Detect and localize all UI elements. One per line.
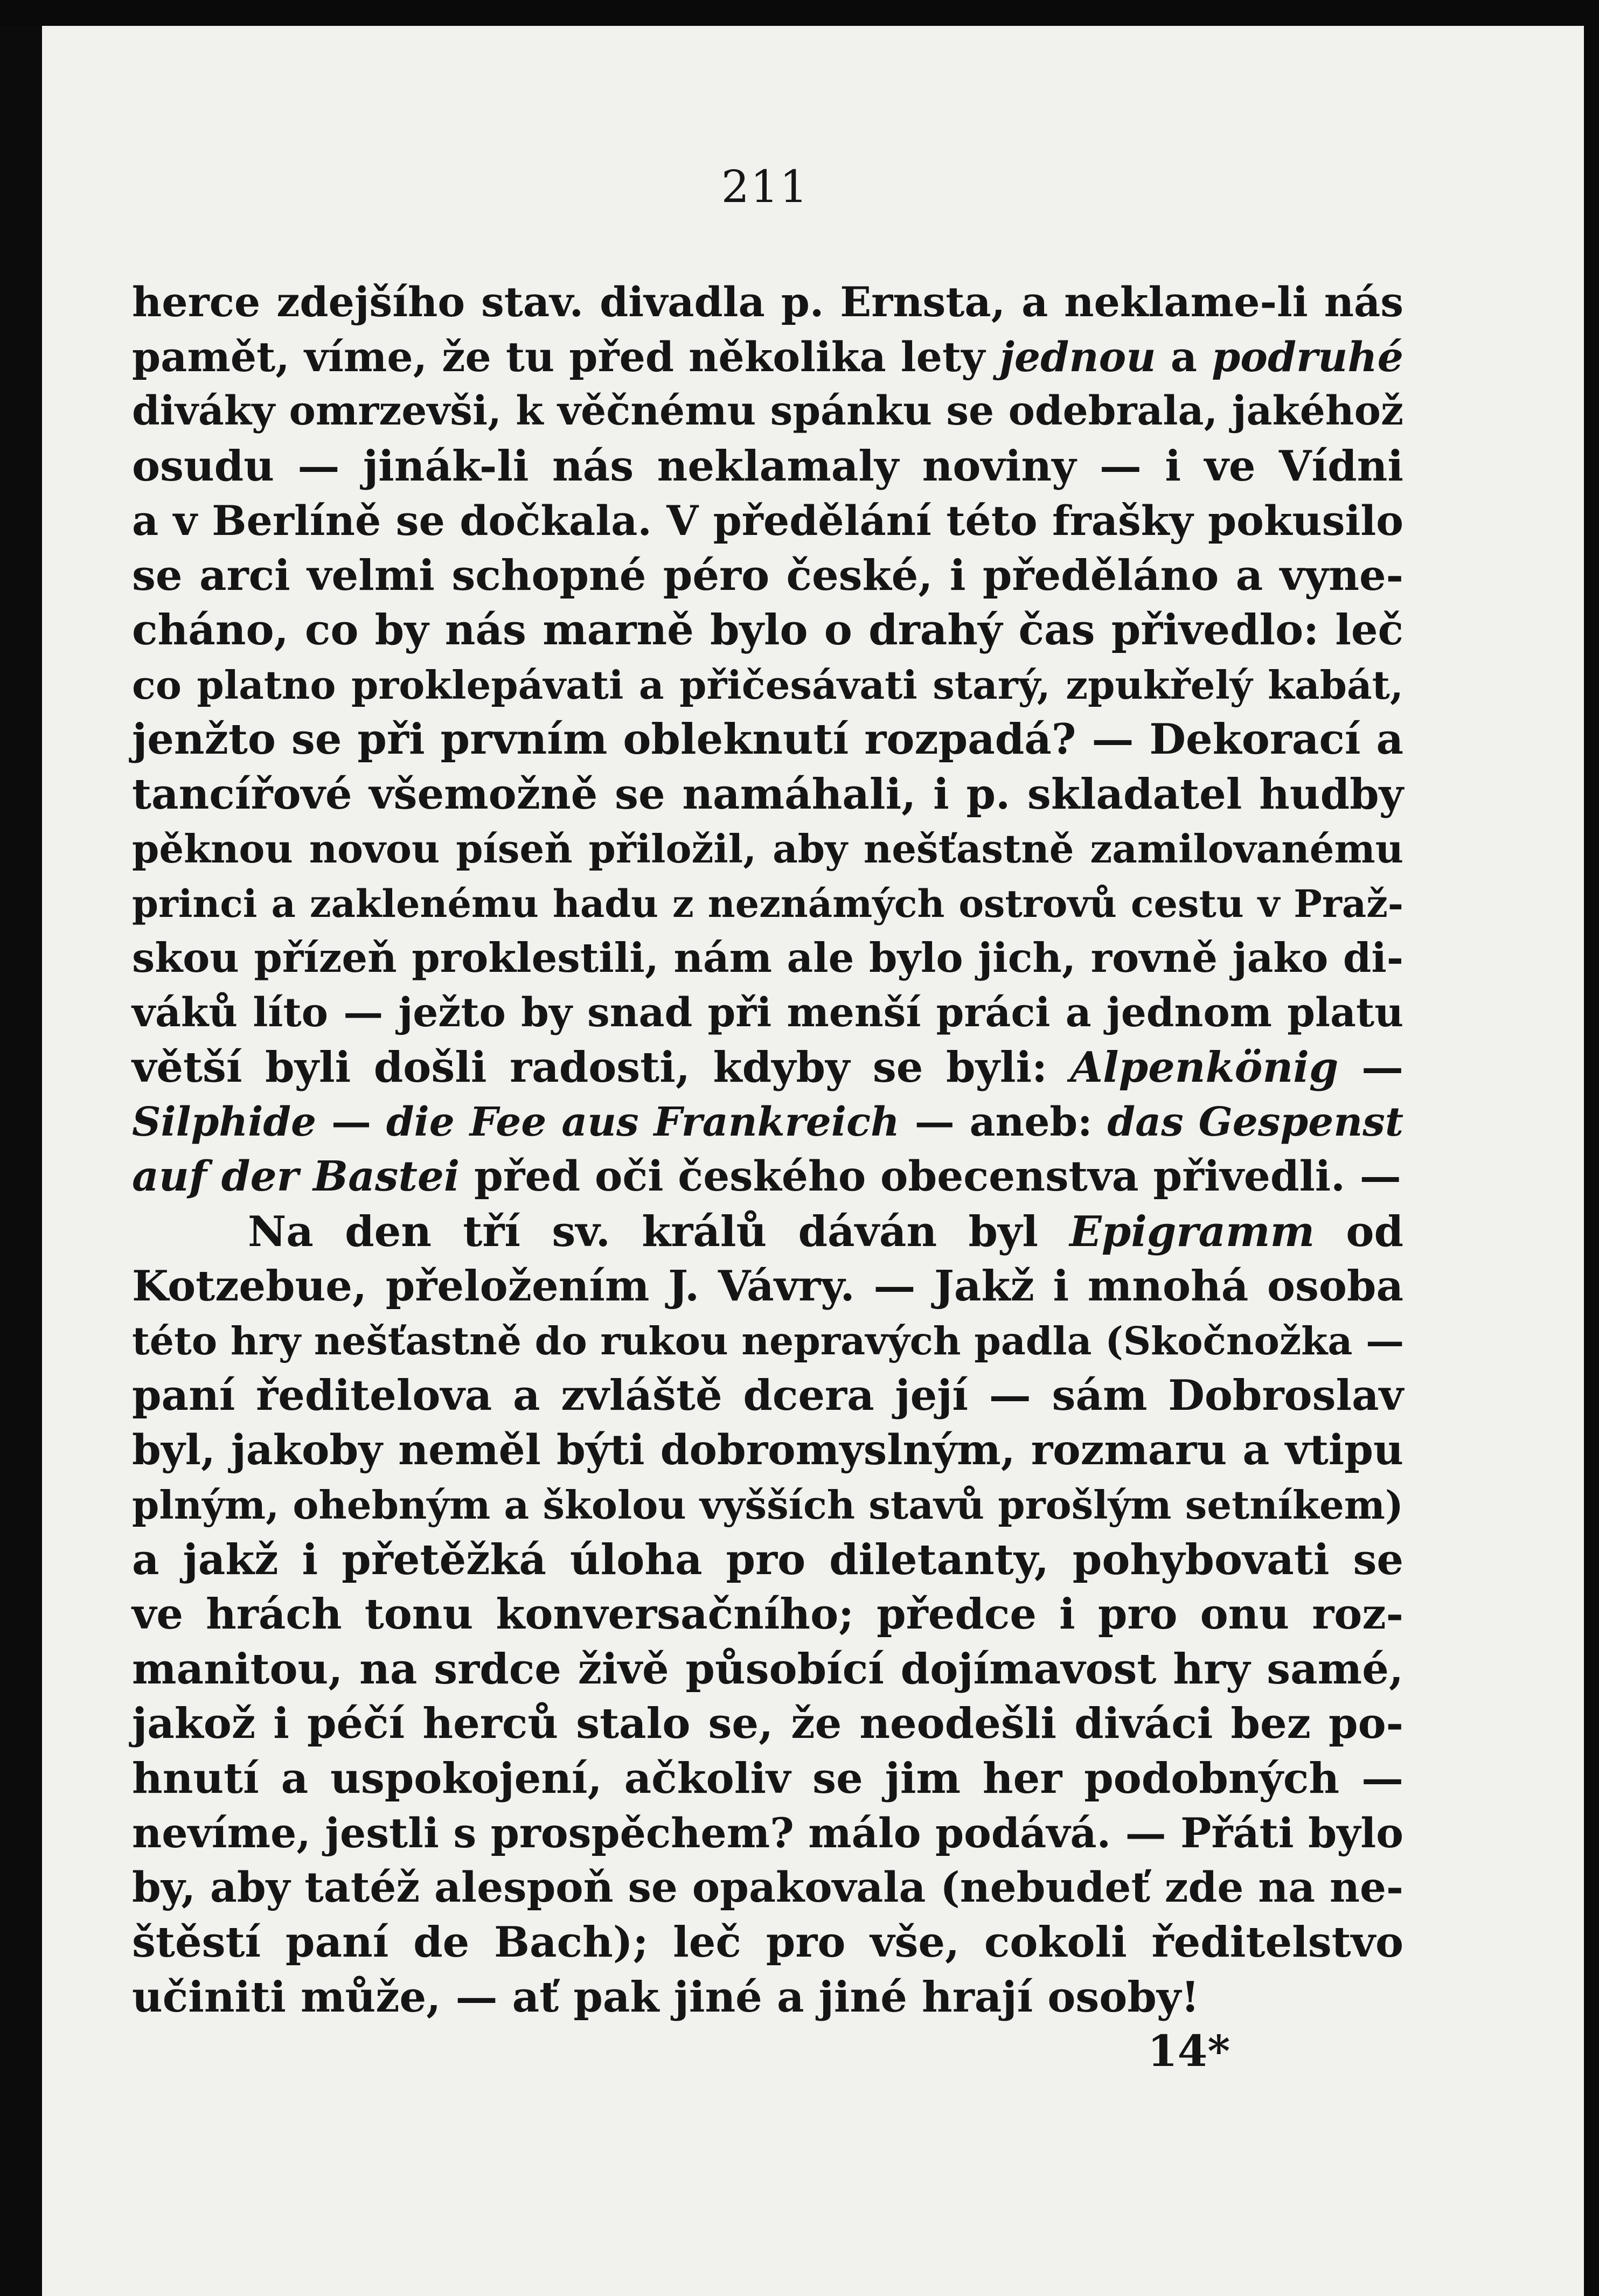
text-line — [132, 767, 1403, 822]
italic-title: jednou — [999, 332, 1156, 381]
text-segment: a jakž i přetěžká úloha pro diletanty, pohybovati se — [132, 1535, 1403, 1584]
text-segment: a — [1156, 332, 1212, 381]
italic-title: Alpenkönig — [1070, 1043, 1339, 1092]
text-line — [132, 548, 1403, 603]
text-segment: pěknou novou píseň přiložil, aby nešťastně zamilovanému — [132, 826, 1403, 872]
text-line — [132, 1915, 1403, 1970]
text-line — [132, 330, 1403, 385]
text-line — [132, 1533, 1403, 1588]
text-segment: větší byli došli radosti, kdyby se byli: — [132, 1043, 1070, 1092]
text-line — [132, 1040, 1403, 1095]
text-line — [132, 931, 1403, 986]
text-line — [132, 1861, 1403, 1916]
text-segment: od — [1315, 1207, 1403, 1256]
text-line — [132, 439, 1403, 494]
text-segment: jenžto se při prvním obleknutí rozpadá? — Dekorací a — [132, 715, 1403, 764]
text-line — [132, 658, 1403, 713]
text-segment: byl, jakoby neměl býti dobromyslným, rozmaru a vtipu — [132, 1425, 1403, 1474]
text-line — [132, 603, 1403, 658]
text-line — [132, 1642, 1403, 1697]
text-segment: osudu — jinák-li nás neklamaly noviny — i ve Vídni — [132, 441, 1403, 491]
text-segment: manitou, na srdce živě působící dojímavost hry samé, — [132, 1644, 1403, 1694]
text-line — [132, 1314, 1403, 1369]
text-segment: pamět, víme, že tu před několika lety — [132, 332, 1000, 381]
scan-left-edge — [0, 26, 42, 2296]
text-line — [132, 1205, 1403, 1260]
scan-top-border — [0, 0, 1599, 26]
text-line — [132, 1478, 1403, 1533]
text-segment: co platno proklepávati a přičesávati starý, zpukřelý kabát, — [132, 662, 1403, 708]
text-segment: — — [1338, 1043, 1403, 1092]
text-line — [132, 1368, 1403, 1423]
text-line — [132, 1150, 1403, 1205]
text-line — [132, 1806, 1403, 1861]
signature-mark: 14* — [1148, 2026, 1230, 2076]
text-segment: této hry nešťastně do rukou nepravých padla (Skočnožka — — [132, 1318, 1405, 1363]
text-segment: hnutí a uspokojení, ačkoliv se jim her podobných — — [132, 1754, 1403, 1803]
text-line — [132, 384, 1403, 439]
page-number: 211 — [721, 162, 809, 213]
text-line — [132, 1970, 1403, 2025]
scan-right-edge — [1584, 0, 1599, 2296]
text-segment: učiniti může, — ať pak jiné a jiné hrají osoby! — [132, 1972, 1200, 2022]
text-segment: se arci velmi schopné péro české, i předěláno a vyne- — [132, 551, 1403, 600]
text-segment: cháno, co by nás marně bylo o drahý čas přivedlo: leč — [132, 606, 1403, 655]
text-segment: štěstí paní de Bach); leč pro vše, cokoli ředitelstvo — [132, 1918, 1403, 1967]
text-segment: Kotzebue, přeložením J. Vávry. — Jakž i mnohá osoba — [132, 1262, 1403, 1311]
text-segment: ve hrách tonu konversačního; předce i pro onu roz- — [132, 1590, 1403, 1639]
text-line — [132, 1587, 1403, 1642]
text-line — [132, 275, 1403, 330]
text-line — [132, 1423, 1403, 1478]
text-segment: jakož i péčí herců stalo se, že neodešli diváci bez po- — [132, 1699, 1403, 1748]
text-segment: tancířové všemožně se namáhali, i p. skladatel hudby — [132, 769, 1403, 819]
text-segment: před oči českého obecenstva přivedli. — — [460, 1152, 1401, 1201]
text-segment: by, aby tatéž alespoň se opakovala (nebudeť zde na ne- — [132, 1863, 1403, 1912]
text-segment: princi a zaklenému hadu z neznámých ostrovů cestu v Praž- — [132, 881, 1403, 926]
text-segment: plným, ohebným a školou vyšších stavů prošlým setníkem) — [132, 1482, 1403, 1528]
body-text — [132, 275, 1403, 2024]
text-segment: a v Berlíně se dočkala. V předělání této frašky pokusilo — [132, 497, 1403, 545]
text-line — [132, 712, 1403, 767]
text-segment: váků líto — ježto by snad při menší práci a jednom platu — [132, 989, 1403, 1036]
text-line — [132, 1696, 1403, 1751]
text-segment: — — [316, 1098, 386, 1145]
italic-title: Epigramm — [1069, 1207, 1315, 1256]
text-segment: herce zdejšího stav. divadla p. Ernsta, a neklame-li nás — [132, 278, 1403, 326]
text-segment: nevíme, jestli s prospěchem? málo podává. — Přáti bylo — [132, 1809, 1403, 1857]
text-line — [132, 822, 1403, 876]
text-segment: diváky omrzevši, k věčnému spánku se odebrala, jakéhož — [132, 388, 1403, 434]
text-line — [132, 876, 1403, 931]
text-segment: — aneb: — [899, 1098, 1108, 1145]
text-line — [132, 1751, 1403, 1806]
text-segment: skou přízeň proklestili, nám ale bylo jich, rovně jako di- — [132, 934, 1403, 982]
italic-title: podruhé — [1212, 332, 1403, 381]
italic-title: das Gespenst — [1107, 1098, 1404, 1145]
italic-title: die Fee aus Frankreich — [386, 1098, 900, 1145]
text-line — [132, 986, 1403, 1041]
text-line — [132, 1259, 1403, 1314]
text-segment: Na den tří sv. králů dáván byl — [248, 1207, 1070, 1256]
italic-title: Silphide — [132, 1098, 317, 1145]
italic-title: auf der Bastei — [132, 1152, 460, 1201]
text-line — [132, 1095, 1403, 1150]
text-line — [132, 493, 1403, 548]
text-segment: paní ředitelova a zvláště dcera její — sám Dobroslav — [132, 1371, 1403, 1420]
